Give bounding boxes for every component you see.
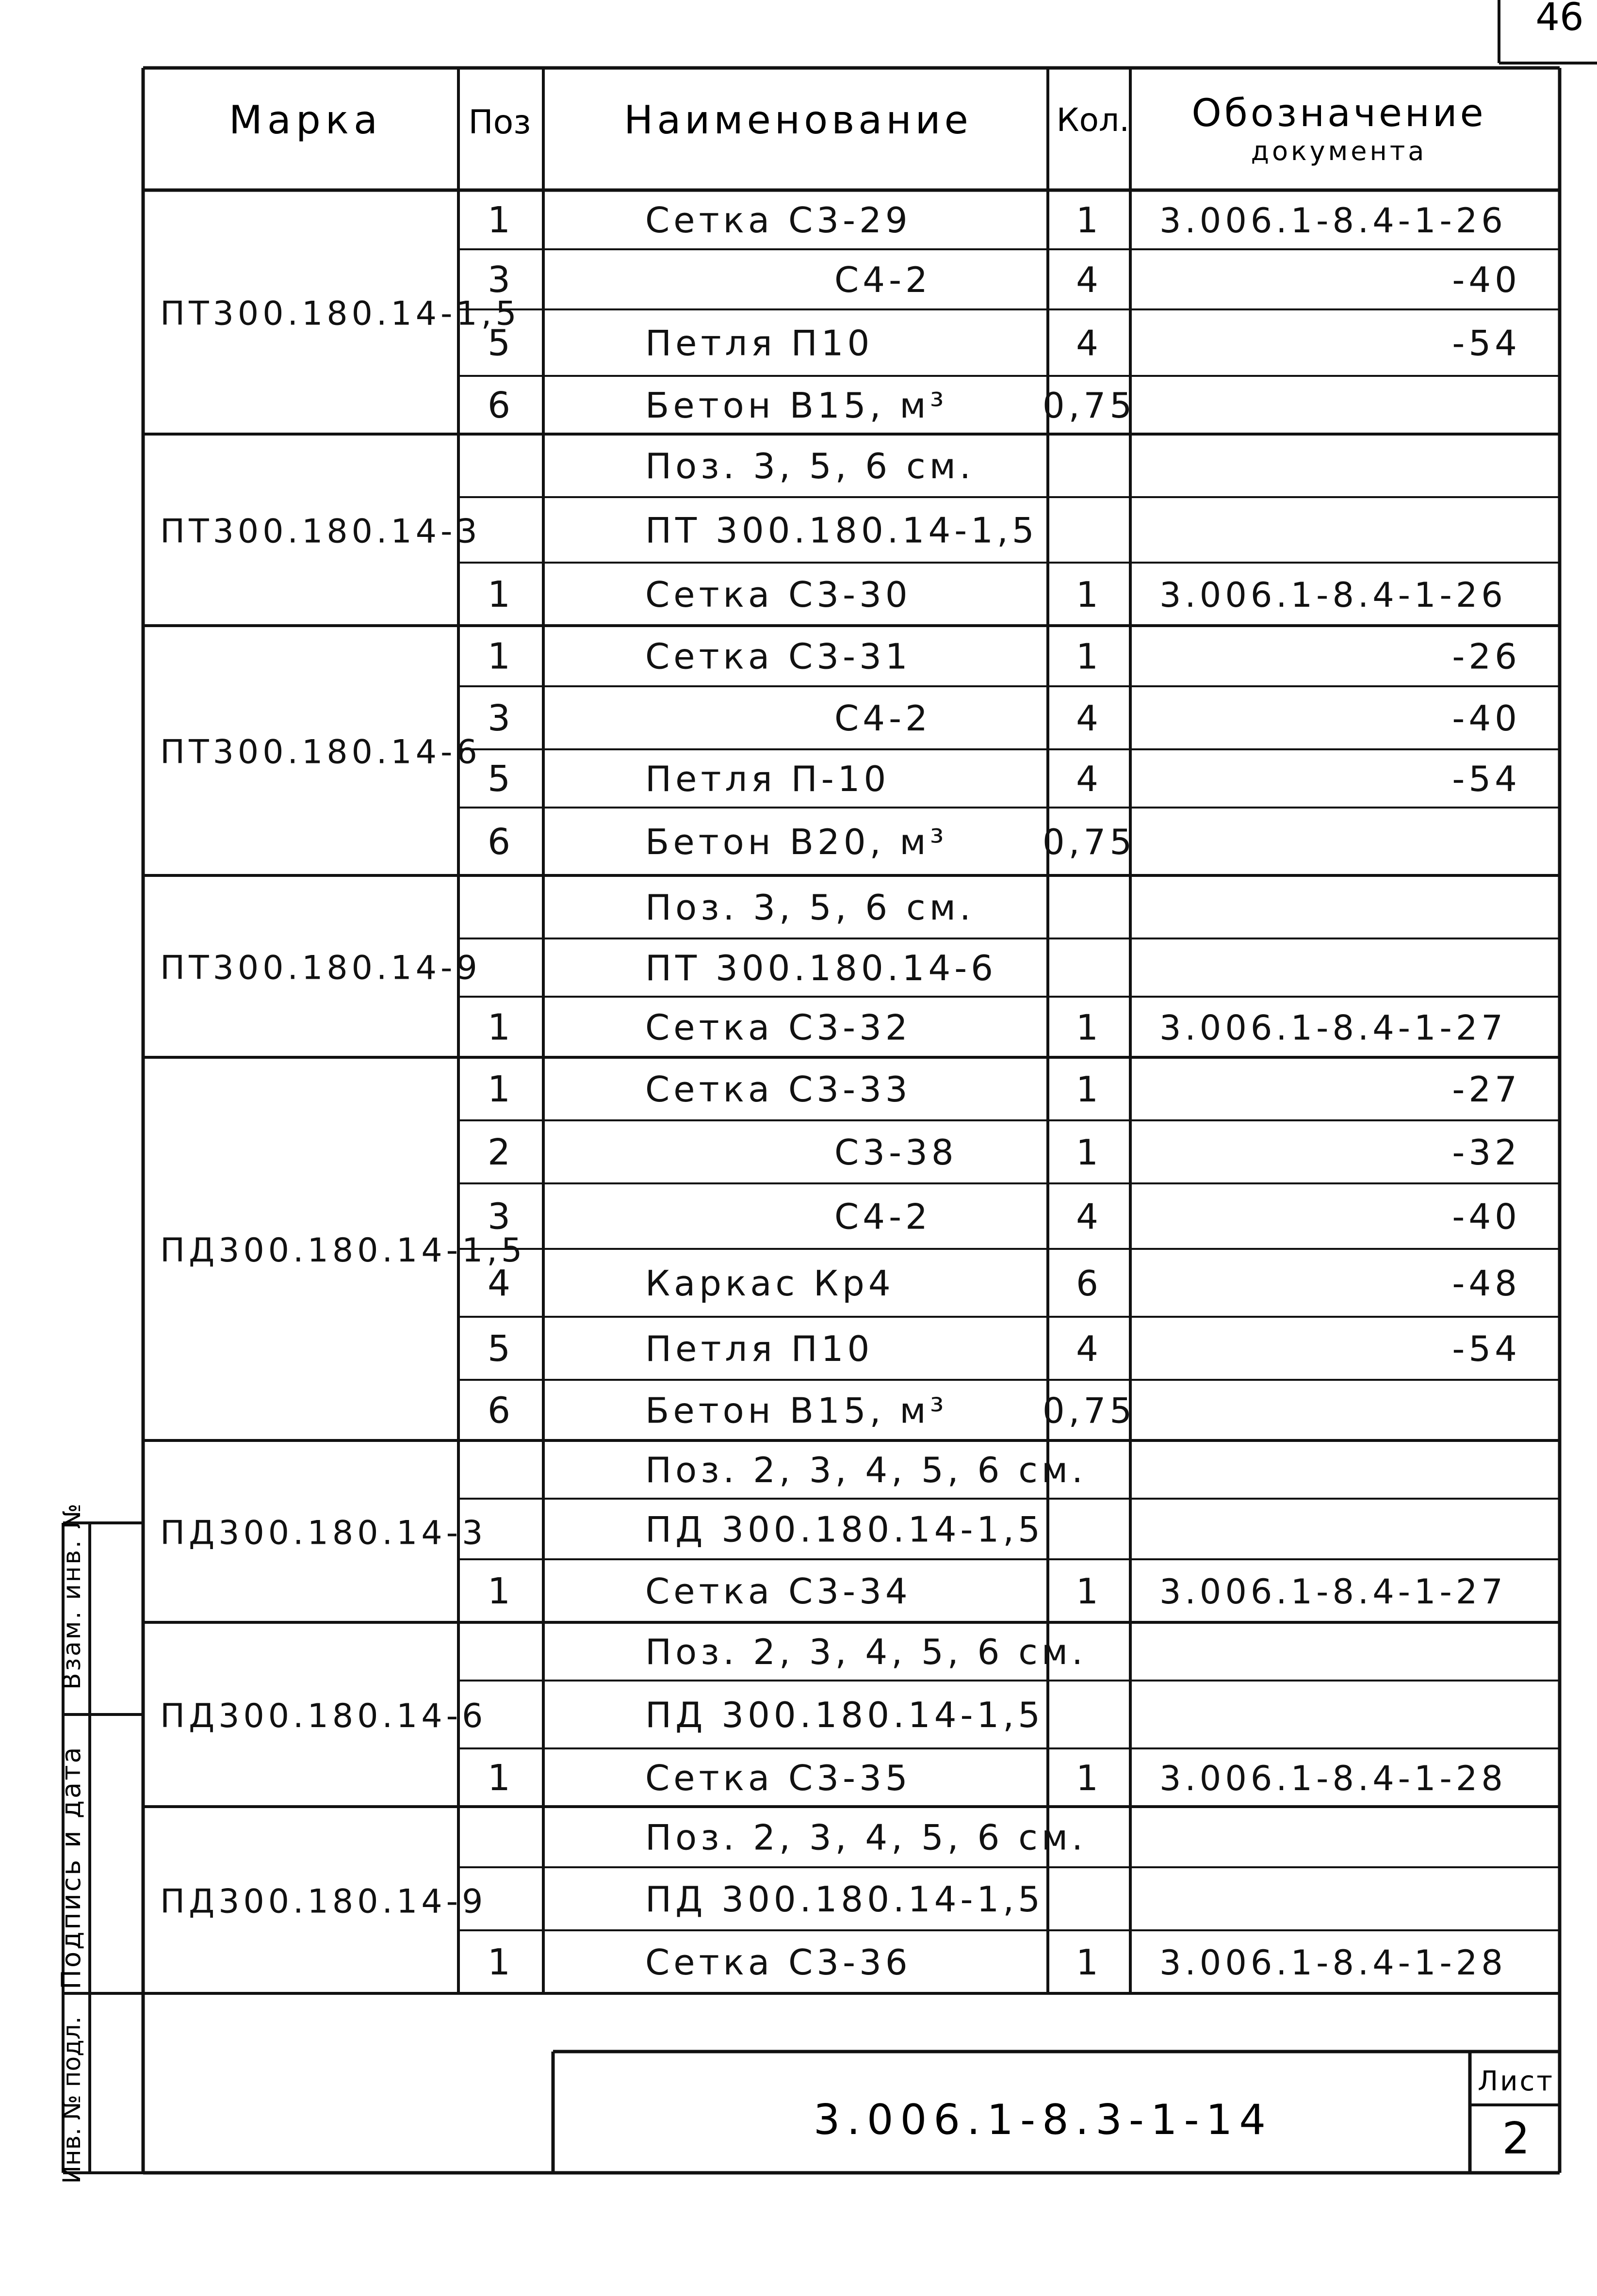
name-cell: Сетка С3-35	[645, 1758, 912, 1798]
name-cell: ПТ 300.180.14-6	[645, 948, 997, 988]
poz-cell: 5	[487, 1328, 515, 1370]
kol-cell: 4	[1076, 698, 1102, 739]
kol-cell: 4	[1076, 259, 1102, 300]
doc-cell: -40	[1452, 1196, 1521, 1237]
header-poz: Поз	[468, 103, 531, 142]
poz-cell: 1	[487, 199, 515, 241]
name-cell: Сетка С3-30	[645, 574, 912, 615]
name-cell: Сетка С3-32	[645, 1007, 912, 1048]
name-cell: Сетка С3-29	[645, 200, 912, 241]
kol-cell: 1	[1076, 636, 1102, 677]
marka-cell: ПТ300.180.14-1,5	[160, 294, 521, 333]
kol-cell: 1	[1076, 574, 1102, 615]
name-cell: ПТ 300.180.14-1,5	[645, 510, 1038, 551]
kol-cell: 4	[1076, 759, 1102, 799]
name-cell: Петля П10	[645, 323, 874, 364]
kol-cell: 1	[1076, 1758, 1102, 1798]
doc-cell: 3.006.1-8.4-1-26	[1159, 575, 1507, 615]
header-marka: Марка	[228, 97, 383, 143]
kol-cell: 1	[1076, 1132, 1102, 1173]
kol-cell: 0,75	[1042, 1390, 1136, 1431]
marka-cell: ПД300.180.14-1,5	[160, 1231, 526, 1270]
name-cell: Сетка С3-36	[645, 1942, 912, 1983]
doc-cell: -48	[1452, 1263, 1521, 1304]
marka-cell: ПТ300.180.14-3	[160, 512, 481, 551]
doc-cell: 3.006.1-8.4-1-27	[1159, 1572, 1507, 1612]
kol-cell: 1	[1076, 1069, 1102, 1110]
name-cell: Поз. 2, 3, 4, 5, 6 см.	[645, 1450, 1087, 1490]
header-dokumenta: документа	[1251, 136, 1427, 166]
marka-cell: ПТ300.180.14-6	[160, 733, 481, 772]
side-label-inv-podl: Инв. № подл.	[58, 2016, 86, 2184]
poz-cell: 5	[487, 322, 515, 364]
poz-cell: 3	[487, 1196, 515, 1238]
poz-cell: 1	[487, 1941, 515, 1983]
kol-cell: 4	[1076, 1196, 1102, 1237]
doc-cell: 3.006.1-8.4-1-28	[1159, 1943, 1507, 1983]
name-cell: Поз. 2, 3, 4, 5, 6 см.	[645, 1632, 1087, 1672]
name-cell: Каркас Кр4	[645, 1263, 895, 1304]
doc-cell: 3.006.1-8.4-1-26	[1159, 201, 1507, 241]
doc-cell: -54	[1452, 323, 1521, 364]
poz-cell: 1	[487, 1006, 515, 1049]
name-cell: ПД 300.180.14-1,5	[645, 1509, 1044, 1550]
marka-cell: ПД300.180.14-6	[160, 1697, 487, 1735]
name-cell: Поз. 2, 3, 4, 5, 6 см.	[645, 1817, 1087, 1858]
kol-cell: 1	[1076, 200, 1102, 241]
name-cell: Сетка С3-34	[645, 1571, 912, 1612]
document-code: 3.006.1-8.3-1-14	[813, 2096, 1273, 2144]
doc-cell: -54	[1452, 1328, 1521, 1369]
side-label-vzam-inv: Взам. инв. №	[58, 1502, 86, 1690]
poz-cell: 1	[487, 1068, 515, 1110]
kol-cell: 1	[1076, 1942, 1102, 1983]
header-oboznachenie: Обозначение	[1191, 92, 1486, 135]
doc-cell: 3.006.1-8.4-1-28	[1159, 1759, 1507, 1798]
poz-cell: 6	[487, 1390, 515, 1432]
poz-cell: 1	[487, 574, 515, 615]
poz-cell: 6	[487, 821, 515, 863]
doc-cell: -54	[1452, 759, 1521, 799]
kol-cell: 1	[1076, 1571, 1102, 1612]
name-cell: Поз. 3, 5, 6 см.	[645, 887, 975, 928]
kol-cell: 6	[1076, 1263, 1102, 1304]
poz-cell: 3	[487, 697, 515, 739]
marka-cell: ПД300.180.14-3	[160, 1514, 487, 1552]
kol-cell: 4	[1076, 323, 1102, 364]
name-cell: ПД 300.180.14-1,5	[645, 1695, 1044, 1735]
page-number: 46	[1535, 0, 1584, 39]
name-cell: С3-38	[834, 1132, 958, 1173]
kol-cell: 1	[1076, 1007, 1102, 1048]
marka-cell: ПТ300.180.14-9	[160, 949, 481, 987]
poz-cell: 5	[487, 758, 515, 800]
name-cell: ПД 300.180.14-1,5	[645, 1879, 1044, 1920]
poz-cell: 2	[487, 1132, 515, 1173]
name-cell: Бетон В15, м³	[645, 385, 948, 426]
name-cell: С4-2	[834, 259, 931, 300]
name-cell: Бетон В15, м³	[645, 1390, 948, 1431]
kol-cell: 0,75	[1042, 822, 1136, 862]
poz-cell: 1	[487, 1757, 515, 1799]
name-cell: Сетка С3-33	[645, 1069, 912, 1110]
sheet-number: 2	[1502, 2113, 1530, 2164]
sheet-label: Лист	[1478, 2066, 1554, 2097]
name-cell: Бетон В20, м³	[645, 822, 948, 862]
doc-cell: -32	[1452, 1132, 1521, 1173]
side-label-podpis-data: Подпись и дата	[56, 1745, 86, 1989]
poz-cell: 1	[487, 1570, 515, 1612]
doc-cell: -26	[1452, 636, 1521, 677]
name-cell: С4-2	[834, 698, 931, 739]
poz-cell: 3	[487, 259, 515, 301]
name-cell: С4-2	[834, 1196, 931, 1237]
kol-cell: 0,75	[1042, 385, 1136, 426]
kol-cell: 4	[1076, 1328, 1102, 1369]
doc-cell: 3.006.1-8.4-1-27	[1159, 1008, 1507, 1048]
doc-cell: -40	[1452, 698, 1521, 739]
header-kol: Кол.	[1056, 101, 1130, 139]
doc-cell: -27	[1452, 1069, 1521, 1110]
poz-cell: 6	[487, 385, 515, 426]
name-cell: Петля П10	[645, 1328, 874, 1369]
name-cell: Сетка С3-31	[645, 636, 912, 677]
header-naimenovanie: Наименование	[624, 97, 972, 143]
poz-cell: 4	[487, 1262, 515, 1304]
marka-cell: ПД300.180.14-9	[160, 1882, 487, 1921]
poz-cell: 1	[487, 635, 515, 678]
name-cell: Петля П-10	[645, 759, 890, 799]
name-cell: Поз. 3, 5, 6 см.	[645, 446, 975, 486]
doc-cell: -40	[1452, 259, 1521, 300]
